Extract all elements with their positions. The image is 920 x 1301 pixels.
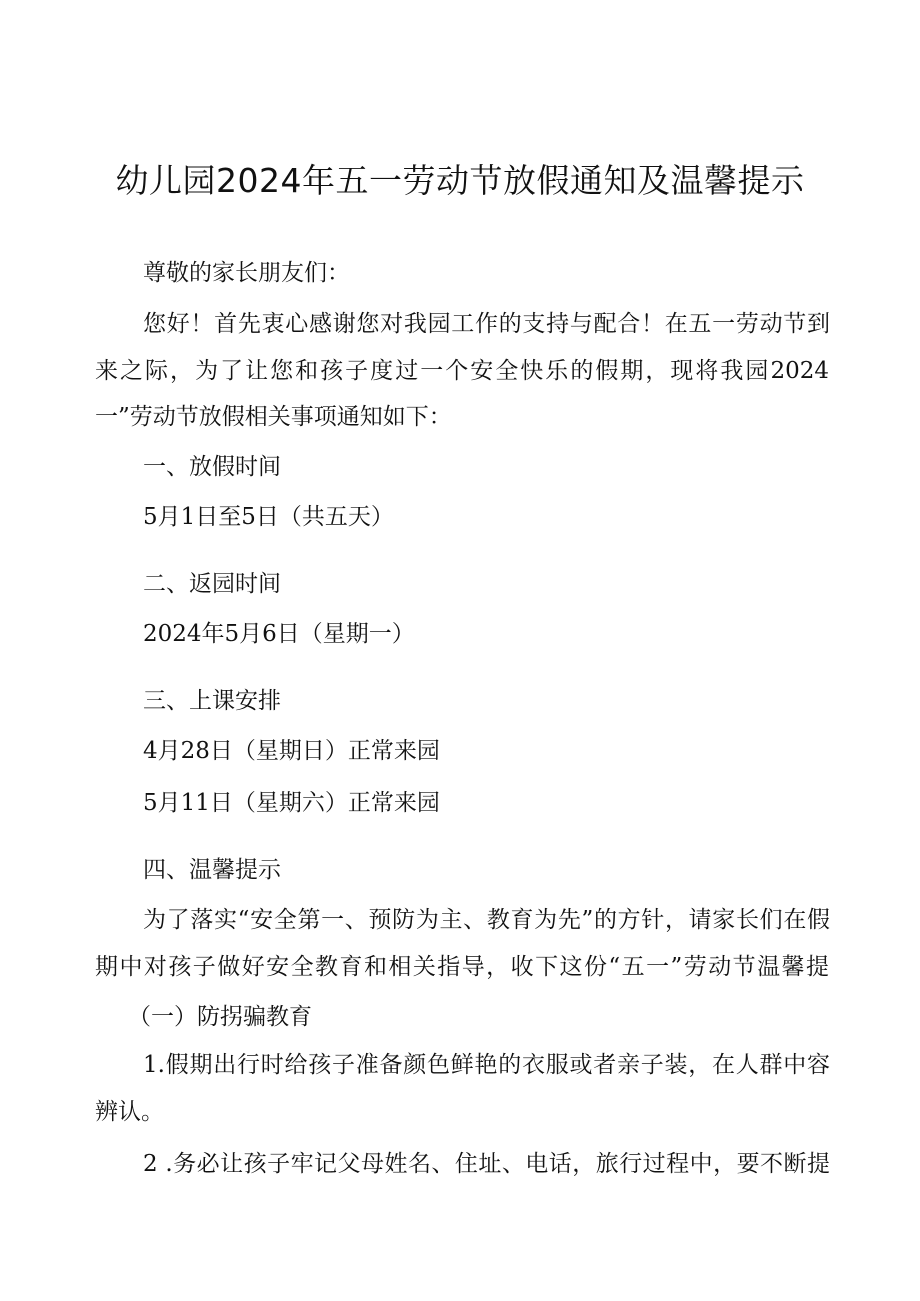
schedule-item: 5月11日（星期六）正常来园 (143, 790, 440, 816)
salutation: 尊敬的家长朋友们： (143, 260, 350, 286)
tip-item-1-line-1: 1.假期出行时给孩子准备颜色鲜艳的衣服或者亲子装，在人群中容 (143, 1052, 830, 1078)
return-date: 2024年5月6日（星期一） (143, 621, 415, 647)
tips-paragraph-line-2: 期中对孩子做好安全教育和相关指导，收下这份“五一”劳动节温馨提 (95, 954, 829, 980)
section-heading-holiday: 一、放假时间 (143, 454, 281, 480)
section-heading-schedule: 三、上课安排 (143, 688, 281, 714)
sub-heading-anti-abduction: （一）防拐骗教育 (128, 1004, 312, 1030)
schedule-item: 4月28日（星期日）正常来园 (143, 738, 440, 764)
intro-line-3: 一”劳动节放假相关事项通知如下： (95, 404, 452, 430)
section-heading-tips: 四、温馨提示 (143, 857, 281, 883)
intro-line-2: 来之际，为了让您和孩子度过一个安全快乐的假期，现将我园2024 (95, 358, 829, 384)
tips-paragraph-line-1: 为了落实“安全第一、预防为主、教育为先”的方针，请家长们在假 (143, 907, 830, 933)
tip-item-1-line-2: 辨认。 (95, 1099, 164, 1125)
tip-item-2-line-1: 2 .务必让孩子牢记父母姓名、住址、电话，旅行过程中，要不断提 (143, 1151, 830, 1177)
section-heading-return: 二、返园时间 (143, 571, 281, 597)
document-title: 幼儿园2024年五一劳动节放假通知及温馨提示 (115, 161, 805, 200)
intro-line-1: 您好！首先衷心感谢您对我园工作的支持与配合！在五一劳动节到 (143, 311, 830, 337)
holiday-dates: 5月1日至5日（共五天） (143, 504, 394, 530)
